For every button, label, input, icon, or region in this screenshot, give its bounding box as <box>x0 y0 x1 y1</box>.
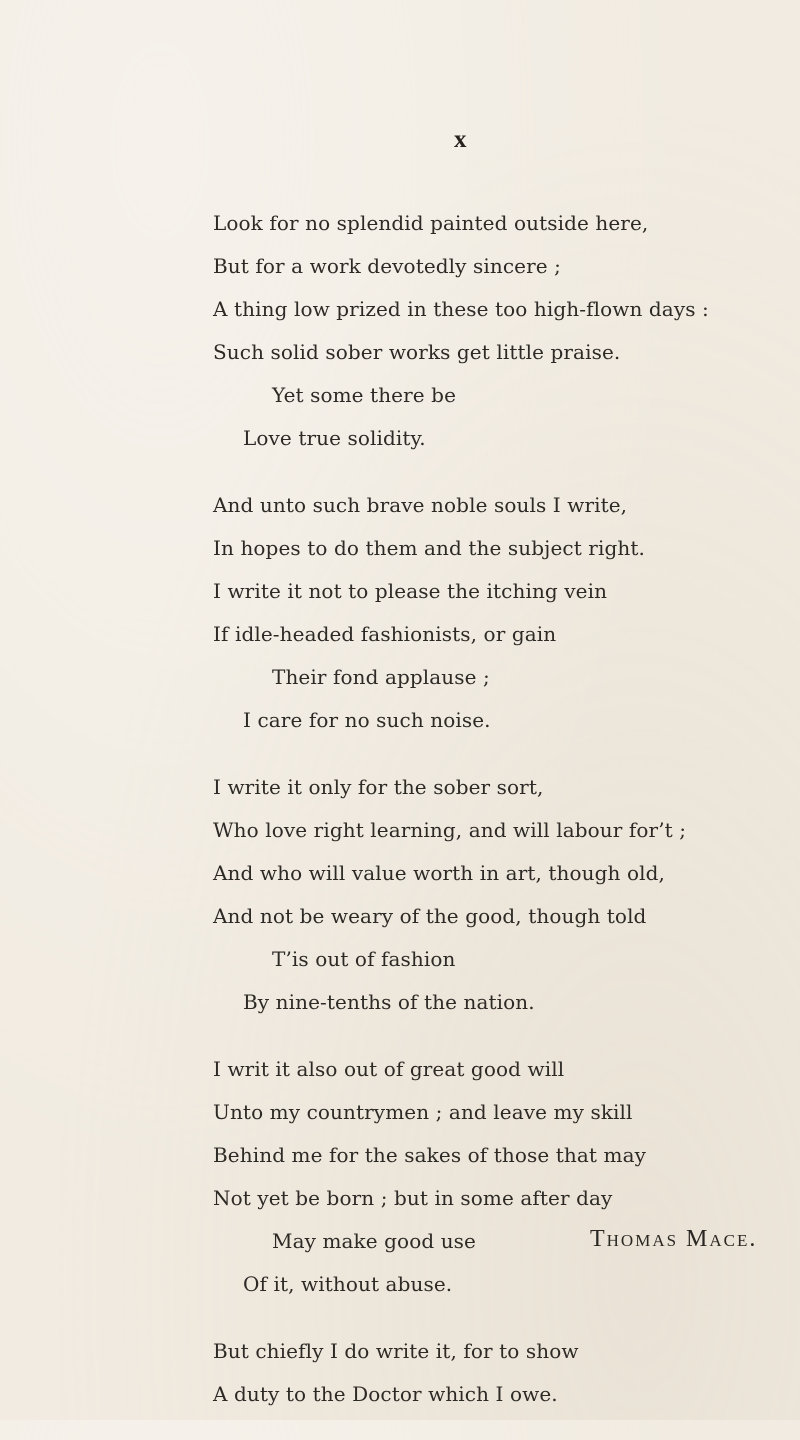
poem-line: I write it only for the sober sort, <box>213 775 544 799</box>
poem-line-indented: Love true solidity. <box>243 426 426 450</box>
stanza-4 <box>0 1048 800 1306</box>
poem-line-indented: By nine-tenths of the nation. <box>243 990 535 1014</box>
poem-line: Unto my countrymen ; and leave my skill <box>213 1100 633 1124</box>
page-number: x <box>454 126 468 153</box>
poem-line-indented: Of it, without abuse. <box>243 1272 453 1296</box>
poem-line-indented: Yet some there be <box>272 383 457 407</box>
poem-line: Who love right learning, and will labour for’t ; <box>213 818 687 842</box>
poem-line: A thing low prized in these too high-flown days : <box>213 297 709 321</box>
poem-line: And who will value worth in art, though old, <box>213 861 665 885</box>
poem-line: And unto such brave noble souls I write, <box>213 493 628 517</box>
poem-line: Look for no splendid painted outside here, <box>213 211 649 235</box>
poem-line: And not be weary of the good, though told <box>213 904 647 928</box>
poem-line-indented: I care for no such noise. <box>243 708 491 732</box>
poem-line: A duty to the Doctor which I owe. <box>213 1382 558 1406</box>
poem <box>0 202 800 1440</box>
poem-line: If idle-headed fashionists, or gain <box>213 622 557 646</box>
poem-line-indented: Their fond applause ; <box>272 665 490 689</box>
stanza-3 <box>0 766 800 1024</box>
poem-line: But chiefly I do write it, for to show <box>213 1339 579 1363</box>
poem-line: But for a work devotedly sincere ; <box>213 254 561 278</box>
stanza-2 <box>0 484 800 742</box>
stanza-1 <box>0 202 800 460</box>
poem-line: In hopes to do them and the subject right. <box>213 536 645 560</box>
poem-line: Behind me for the sakes of those that may <box>213 1143 646 1167</box>
poem-line-indented: T’is out of fashion <box>272 947 456 971</box>
stanza-5 <box>0 1330 800 1416</box>
poem-line-indented: May make good use <box>272 1229 476 1253</box>
poem-line: I writ it also out of great good will <box>213 1057 565 1081</box>
author-signature: Thomas Mace. <box>590 1226 758 1252</box>
poem-line: I write it not to please the itching vein <box>213 579 608 603</box>
poem-line: Not yet be born ; but in some after day <box>213 1186 613 1210</box>
poem-line: Such solid sober works get little praise. <box>213 340 621 364</box>
